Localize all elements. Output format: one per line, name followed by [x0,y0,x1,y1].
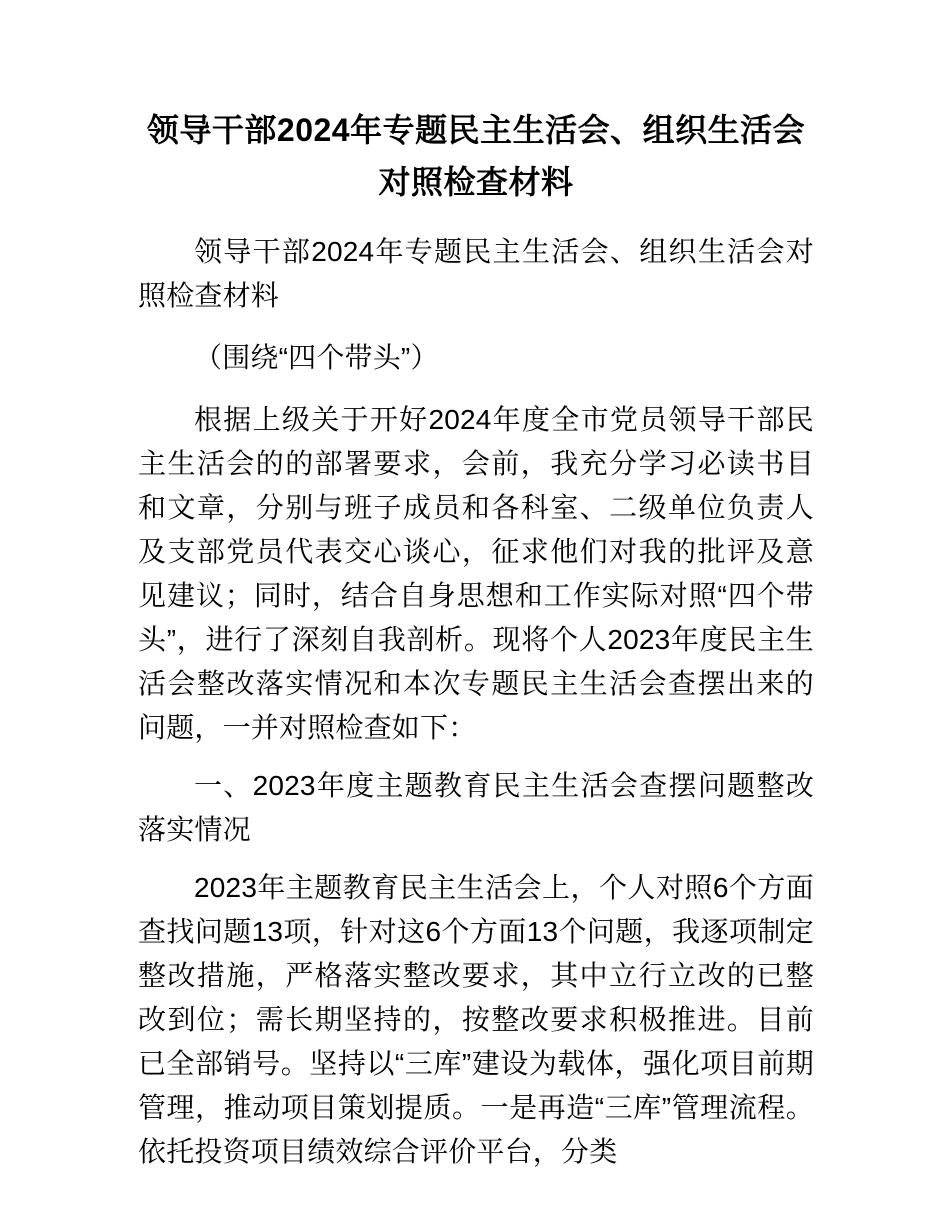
document-content [138,0,814,1174]
page-title: 领导干部2024年专题民主生活会、组织生活会对照检查材料 [146,112,806,200]
preamble-paragraph: 根据上级关于开好2024年度全市党员领导干部民主生活会的的部署要求，会前，我充分学习必读书目和文章，分别与班子成员和各科室、二级单位负责人及支部党员代表交心谈心，征求他们对我的批评及意见建议；同时，结合自身思想和工作实际对照“四个带头”，进行了深刻自我剖析。现将个人2023年度民主生活会整改落实情况和本次专题民主生活会查摆出来的问题，一并对照检查如下： [138,404,814,743]
scope-note-paragraph: （围绕“四个带头”） [194,342,439,373]
section-one-body-paragraph: 2023年主题教育民主生活会上，个人对照6个方面查找问题13项，针对这6个方面13个问题，我逐项制定整改措施，严格落实整改要求，其中立行立改的已整改到位；需长期坚持的，按整改要求积极推进。目前已全部销号。坚持以“三库”建设为载体，强化项目前期管理，推动项目策划提质。一是再造“三库”管理流程。依托投资项目绩效综合评价平台，分类 [138,872,814,1167]
subtitle-paragraph: 领导干部2024年专题民主生活会、组织生活会对照检查材料 [138,236,814,311]
section-one-heading: 一、2023年度主题教育民主生活会查摆问题整改落实情况 [138,770,814,845]
